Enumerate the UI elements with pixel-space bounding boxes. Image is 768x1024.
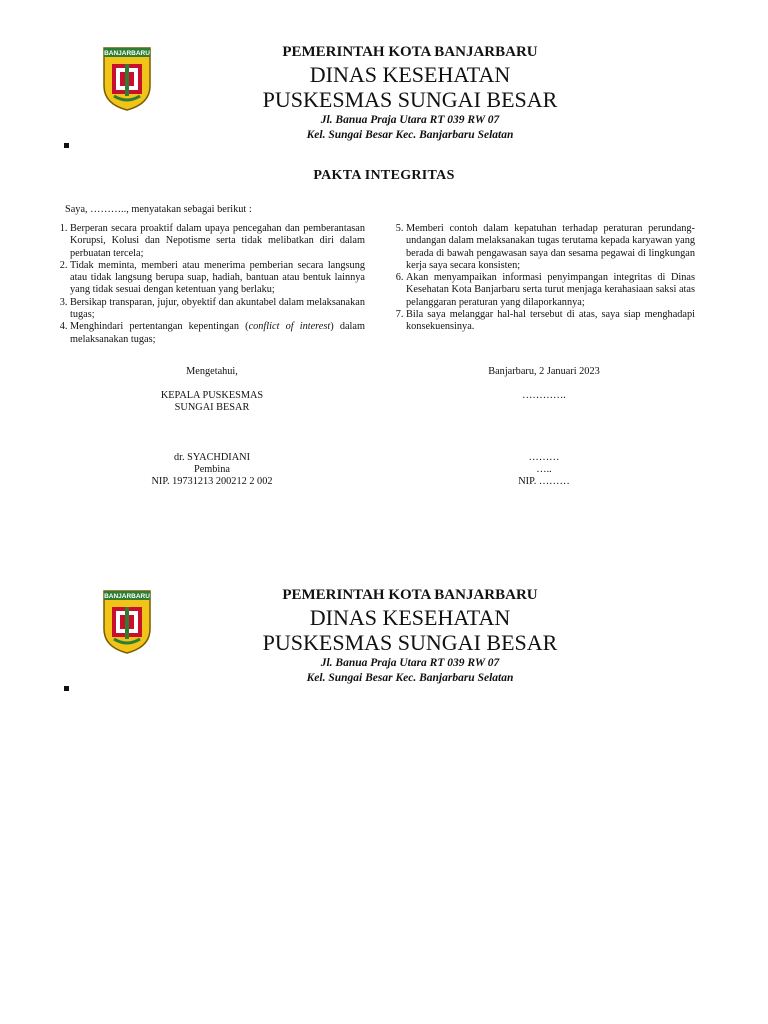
list-item: 6. Akan menyampaikan informasi penyimpangan integritas di Dinas Kesehatan Kota Banjarbaru serta turut menjaga kerahasiaan saksi atas pelanggaran peraturan yang dilaporkannya;	[406, 272, 695, 309]
list-item: 3. Bersikap transparan, jujur, obyektif dan akuntabel dalam melaksanakan tugas;	[70, 297, 365, 322]
position-line-1: KEPALA PUSKESMAS	[160, 390, 264, 401]
right-signature-block	[444, 366, 644, 488]
address-line-2: Kel. Sungai Besar Kec. Banjarbaru Selatan	[306, 129, 514, 141]
intro-text: Saya, ……….., menyatakan sebagai berikut :	[65, 204, 252, 215]
item4-before: Menghindari pertentangan kepentingan (	[70, 321, 249, 333]
logo-text: BANJARBARU	[104, 50, 150, 57]
signer-name: dr. SYACHDIANI	[173, 452, 251, 463]
document-title: PAKTA INTEGRITAS	[313, 168, 455, 183]
left-signature-block	[112, 366, 312, 488]
item4-italic: conflict of interest	[248, 321, 331, 333]
shield-logo	[102, 589, 152, 660]
place-date: Banjarbaru, 2 Januari 2023	[488, 366, 600, 377]
bullet-marker	[64, 686, 69, 691]
position-line-2: SUNGAI BESAR	[174, 402, 250, 413]
list-item: 2. Tidak meminta, memberi atau menerima pemberian secara langsung atau tidak langsung berupa suap, hadiah, bantuan atau bentuk lainnya yang tidak sesuai dengan ketentuan yang berlaku;	[70, 260, 365, 297]
list-item: 1. Berperan secara proaktif dalam upaya pencegahan dan pemberantasan Korupsi, Kolusi dan Nepotisme serta tidak melibatkan diri dalam perbuatan tercela;	[70, 223, 365, 260]
agency-name: DINAS KESEHATAN	[309, 605, 511, 630]
list-item	[70, 321, 365, 346]
list-item: 7. Bila saya melanggar hal-hal tersebut di atas, saya siap menghadapi konsekuensinya.	[406, 309, 695, 334]
signer-nip: NIP. 19731213 200212 2 002	[151, 476, 273, 487]
clinic-name: PUSKESMAS SUNGAI BESAR	[262, 630, 558, 655]
gov-name: PEMERINTAH KOTA BANJARBARU	[282, 44, 538, 60]
shield-logo	[102, 46, 152, 117]
name-dots-1: ………	[528, 452, 560, 463]
left-items	[56, 223, 365, 346]
dots-line: ………….	[522, 390, 566, 401]
coat-of-arms-icon	[102, 589, 152, 655]
signer-rank: Pembina	[193, 464, 231, 475]
agency-name: DINAS KESEHATAN	[309, 62, 511, 87]
gov-name: PEMERINTAH KOTA BANJARBARU	[282, 587, 538, 603]
clinic-name: PUSKESMAS SUNGAI BESAR	[262, 87, 558, 112]
item4-after: ) dalam melaksanakan tugas;	[70, 321, 366, 345]
bullet-marker	[64, 143, 69, 148]
address-line-2: Kel. Sungai Besar Kec. Banjarbaru Selatan	[306, 672, 514, 684]
nip-dots: NIP. ………	[518, 476, 570, 487]
logo-text: BANJARBARU	[104, 593, 150, 600]
address-line-1: Jl. Banua Praja Utara RT 039 RW 07	[320, 114, 500, 126]
address-line-1: Jl. Banua Praja Utara RT 039 RW 07	[320, 657, 500, 669]
name-dots-2: …..	[536, 464, 552, 475]
list-item: 5. Memberi contoh dalam kepatuhan terhadap peraturan perundang-undangan dalam melaksanakan tugas terutama kepada karyawan yang berada di bawah pengawasan saya dan sesama pegawai di lingkungan kerja saya secara konsisten;	[406, 223, 695, 272]
coat-of-arms-icon	[102, 46, 152, 112]
acknowledged-label: Mengetahui,	[186, 366, 238, 377]
right-items	[392, 223, 695, 334]
